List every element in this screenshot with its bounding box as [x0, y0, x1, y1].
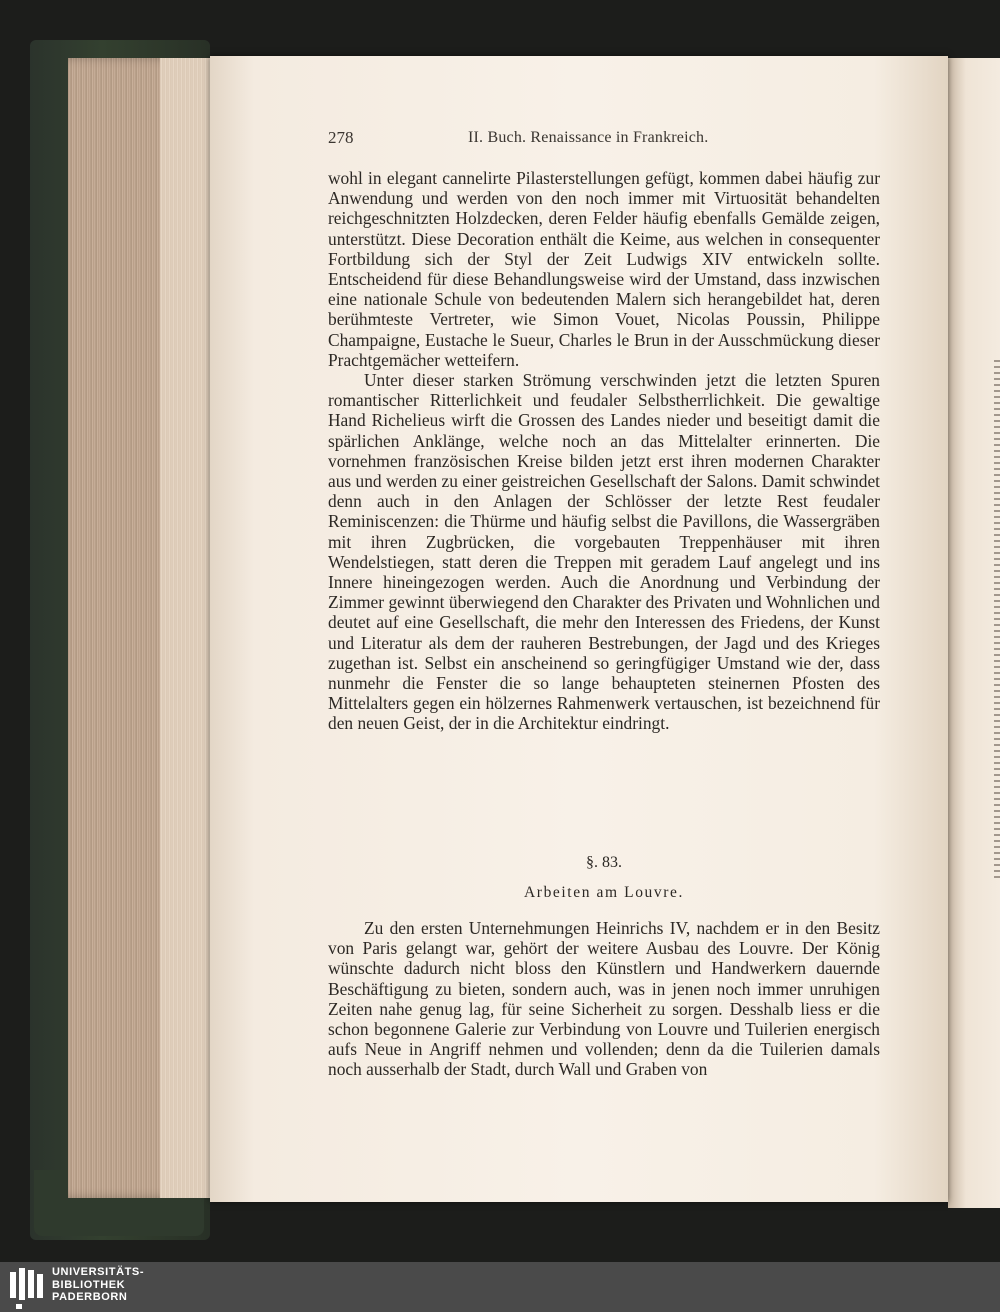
page-edges-inner	[160, 58, 212, 1198]
facing-page-text-edge	[994, 360, 1000, 880]
library-footer	[0, 1262, 1000, 1312]
section-number: §. 83.	[586, 854, 622, 871]
logo-line: PADERBORN	[52, 1291, 128, 1303]
running-title: II. Buch. Renaissance in Frankreich.	[468, 129, 709, 146]
text-block-bottom	[328, 918, 880, 1080]
library-logo-icon	[8, 1268, 46, 1306]
logo-line: UNIVERSITÄTS-	[52, 1266, 145, 1278]
page-number: 278	[328, 128, 354, 147]
section-title: Arbeiten am Louvre.	[524, 884, 684, 901]
paragraph: Zu den ersten Unternehmungen Heinrichs IV, nachdem er in den Besitz von Paris gelangt war, gehört der weitere Ausbau des Louvre. Der König wünschte dadurch nicht bloss den Künstlern und Handwerkern dauernde Beschäftigung zu bieten, sondern auch, was in jenen noch immer unruhigen Zeiten nahe genug lag, für seine Sicherheit zu sorgen. Desshalb liess er die schon begonnene Galerie zur Verbindung von Louvre und Tuilerien energisch aufs Neue in Angriff nehmen und vollenden; denn da die Tuilerien damals noch ausserhalb der Stadt, durch Wall und Graben von	[328, 918, 880, 1080]
text-block-top	[328, 168, 880, 734]
book-page	[210, 56, 948, 1202]
paragraph: Unter dieser starken Strömung verschwinden jetzt die letzten Spuren romantischer Ritterlichkeit und feudaler Selbstherrlichkeit. Die gewaltige Hand Richelieus wirft die Grossen des Landes nieder und beseitigt damit die spärlichen Anklänge, welche noch an das Mittelalter erinnerten. Die vornehmen französischen Kreise bilden jetzt erst ihren modernen Charakter aus und werden zu einer geistreichen Gesellschaft der Salons. Damit schwindet denn auch in den Anlagen der Schlösser der letzte Rest feudaler Reminiscenzen: die Thürme und häufig selbst die Pavillons, die Wassergräben mit ihren Zugbrücken, die vorgebauten Treppenhäuser mit ihren Wendelstiegen, statt deren die Treppen mit geradem Lauf angelegt und ins Innere hineingezogen werden. Auch die Anordnung und Verbindung der Zimmer gewinnt überwiegend den Charakter des Privaten und Wohnlichen und deutet auf eine Gesellschaft, die mehr den Interessen des Friedens, der Kunst und Literatur als dem der rauheren Bestrebungen, der Jagd und des Krieges zugethan ist. Selbst ein anscheinend so geringfügiger Umstand wie der, dass nunmehr die Fenster die so lange behaupteten steinernen Pfosten des Mittelalters gegen ein hölzernes Rahmenwerk vertauschen, ist bezeichnend für den neuen Geist, der in die Architektur eindringt.	[328, 370, 880, 734]
facing-page-edge	[948, 58, 1000, 1208]
library-logo-text	[52, 1266, 144, 1304]
running-head	[328, 128, 888, 154]
logo-line: BIBLIOTHEK	[52, 1278, 126, 1291]
paragraph: wohl in elegant cannelirte Pilasterstellungen gefügt, kommen dabei häufig zur Anwendung und werden von den noch immer mit Virtuosität behandelten reichgeschnitzten Holzdecken, deren Felder häufig ebenfalls Gemälde zeigen, unterstützt. Diese Decoration enthält die Keime, aus welchen in consequenter Fortbildung sich der Styl der Zeit Ludwigs XIV entwickeln sollte. Entscheidend für diese Behandlungsweise wird der Umstand, dass inzwischen eine nationale Schule von bedeutenden Malern sich herangebildet hat, deren berühmteste Vertreter, wie Simon Vouet, Nicolas Poussin, Philippe Champaigne, Eustache le Sueur, Charles le Brun in der Ausschmückung dieser Prachtgemächer wetteifern.	[328, 168, 880, 370]
